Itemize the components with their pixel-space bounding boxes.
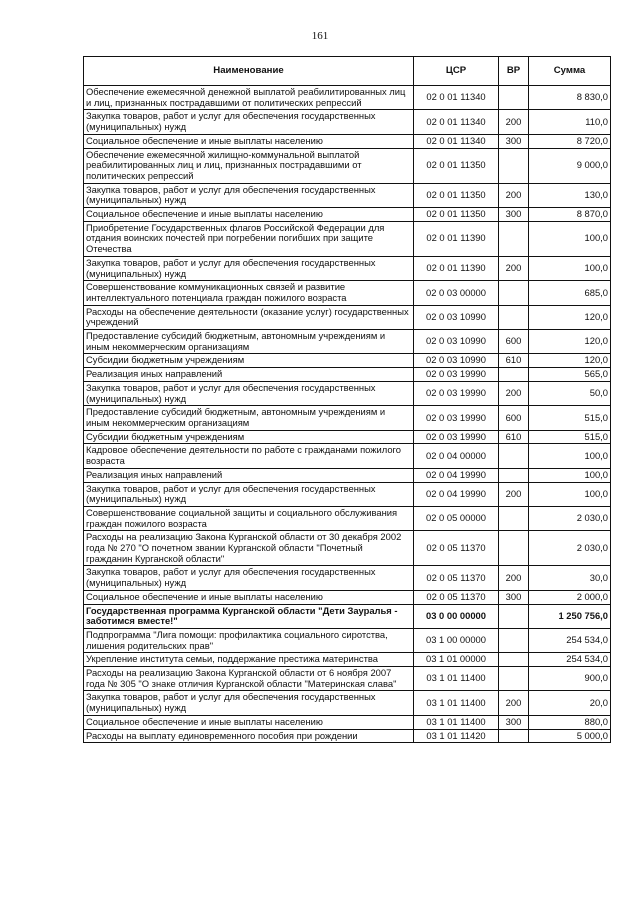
cell-sum: 8 830,0 bbox=[529, 86, 611, 110]
cell-vr: 200 bbox=[499, 183, 529, 207]
cell-name: Закупка товаров, работ и услуг для обеспечения государственных (муниципальных) нужд bbox=[84, 183, 414, 207]
cell-sum: 30,0 bbox=[529, 566, 611, 590]
cell-csr: 02 0 05 11370 bbox=[414, 590, 499, 604]
table-header-row bbox=[84, 57, 611, 86]
table-row bbox=[84, 134, 611, 148]
table-row bbox=[84, 330, 611, 354]
cell-sum: 120,0 bbox=[529, 330, 611, 354]
cell-csr: 02 0 03 10990 bbox=[414, 354, 499, 368]
cell-sum: 254 534,0 bbox=[529, 628, 611, 652]
table-row bbox=[84, 566, 611, 590]
cell-name: Кадровое обеспечение деятельности по работе с гражданами пожилого возраста bbox=[84, 444, 414, 468]
cell-name: Субсидии бюджетным учреждениям bbox=[84, 430, 414, 444]
cell-sum: 50,0 bbox=[529, 381, 611, 405]
cell-vr bbox=[499, 368, 529, 382]
table-row bbox=[84, 691, 611, 715]
cell-sum: 515,0 bbox=[529, 406, 611, 430]
table-row bbox=[84, 590, 611, 604]
cell-csr: 03 1 01 11420 bbox=[414, 729, 499, 743]
cell-vr: 200 bbox=[499, 110, 529, 134]
cell-vr bbox=[499, 667, 529, 691]
table-row bbox=[84, 381, 611, 405]
cell-name: Государственная программа Курганской области "Дети Зауралья - заботимся вместе!" bbox=[84, 604, 414, 628]
page-number: 161 bbox=[311, 30, 329, 42]
cell-vr bbox=[499, 531, 529, 566]
cell-vr: 200 bbox=[499, 482, 529, 506]
cell-name: Подпрограмма "Лига помощи: профилактика социального сиротства, лишения родительских прав" bbox=[84, 628, 414, 652]
cell-name: Социальное обеспечение и иные выплаты населению bbox=[84, 590, 414, 604]
cell-sum: 100,0 bbox=[529, 221, 611, 256]
cell-csr: 03 1 01 00000 bbox=[414, 653, 499, 667]
cell-csr: 02 0 04 00000 bbox=[414, 444, 499, 468]
cell-csr: 02 0 03 19990 bbox=[414, 381, 499, 405]
cell-vr: 600 bbox=[499, 330, 529, 354]
cell-vr: 600 bbox=[499, 406, 529, 430]
cell-name: Социальное обеспечение и иные выплаты населению bbox=[84, 134, 414, 148]
table-row bbox=[84, 221, 611, 256]
cell-sum: 5 000,0 bbox=[529, 729, 611, 743]
cell-csr: 02 0 03 19990 bbox=[414, 368, 499, 382]
cell-csr: 02 0 04 19990 bbox=[414, 468, 499, 482]
cell-name: Закупка товаров, работ и услуг для обеспечения государственных (муниципальных) нужд bbox=[84, 482, 414, 506]
cell-vr bbox=[499, 86, 529, 110]
cell-sum: 110,0 bbox=[529, 110, 611, 134]
table-row bbox=[84, 468, 611, 482]
cell-csr: 02 0 03 10990 bbox=[414, 305, 499, 329]
cell-sum: 685,0 bbox=[529, 281, 611, 305]
cell-vr bbox=[499, 305, 529, 329]
cell-vr bbox=[499, 506, 529, 530]
cell-sum: 880,0 bbox=[529, 715, 611, 729]
cell-csr: 02 0 01 11350 bbox=[414, 183, 499, 207]
header-vr: ВР bbox=[499, 57, 529, 86]
table-row bbox=[84, 653, 611, 667]
cell-name: Социальное обеспечение и иные выплаты населению bbox=[84, 208, 414, 222]
cell-sum: 515,0 bbox=[529, 430, 611, 444]
cell-csr: 02 0 01 11340 bbox=[414, 86, 499, 110]
cell-vr bbox=[499, 604, 529, 628]
table-row bbox=[84, 667, 611, 691]
cell-name: Закупка товаров, работ и услуг для обеспечения государственных (муниципальных) нужд bbox=[84, 691, 414, 715]
cell-name: Расходы на обеспечение деятельности (оказание услуг) государственных учреждений bbox=[84, 305, 414, 329]
table-row bbox=[84, 305, 611, 329]
cell-vr bbox=[499, 148, 529, 183]
cell-name: Совершенствование коммуникационных связей и развитие интеллектуального потенциала граждан пожилого возраста bbox=[84, 281, 414, 305]
cell-name: Закупка товаров, работ и услуг для обеспечения государственных (муниципальных) нужд bbox=[84, 110, 414, 134]
cell-sum: 2 030,0 bbox=[529, 506, 611, 530]
cell-csr: 02 0 01 11340 bbox=[414, 134, 499, 148]
cell-csr: 02 0 01 11350 bbox=[414, 208, 499, 222]
cell-sum: 8 870,0 bbox=[529, 208, 611, 222]
table-body bbox=[84, 86, 611, 743]
cell-sum: 20,0 bbox=[529, 691, 611, 715]
cell-name: Расходы на выплату единовременного пособия при рождении bbox=[84, 729, 414, 743]
table-row bbox=[84, 110, 611, 134]
table-row bbox=[84, 86, 611, 110]
cell-vr: 200 bbox=[499, 381, 529, 405]
table-row bbox=[84, 628, 611, 652]
cell-sum: 565,0 bbox=[529, 368, 611, 382]
cell-csr: 03 0 00 00000 bbox=[414, 604, 499, 628]
cell-csr: 02 0 05 00000 bbox=[414, 506, 499, 530]
cell-csr: 02 0 03 19990 bbox=[414, 430, 499, 444]
table-row bbox=[84, 715, 611, 729]
table-row bbox=[84, 354, 611, 368]
cell-name: Укрепление института семьи, поддержание престижа материнства bbox=[84, 653, 414, 667]
table-row bbox=[84, 430, 611, 444]
header-csr: ЦСР bbox=[414, 57, 499, 86]
cell-vr: 200 bbox=[499, 256, 529, 280]
cell-sum: 900,0 bbox=[529, 667, 611, 691]
cell-name: Приобретение Государственных флагов Российской Федерации для отдания воинских почестей при погребении погибших при защите Отечества bbox=[84, 221, 414, 256]
cell-sum: 254 534,0 bbox=[529, 653, 611, 667]
cell-sum: 1 250 756,0 bbox=[529, 604, 611, 628]
cell-vr bbox=[499, 653, 529, 667]
budget-table bbox=[83, 56, 611, 743]
cell-sum: 120,0 bbox=[529, 305, 611, 329]
cell-csr: 03 1 01 11400 bbox=[414, 691, 499, 715]
table-row bbox=[84, 729, 611, 743]
cell-vr: 300 bbox=[499, 134, 529, 148]
cell-vr: 300 bbox=[499, 590, 529, 604]
cell-sum: 2 030,0 bbox=[529, 531, 611, 566]
cell-name: Реализация иных направлений bbox=[84, 468, 414, 482]
table-row bbox=[84, 183, 611, 207]
cell-name: Закупка товаров, работ и услуг для обеспечения государственных (муниципальных) нужд bbox=[84, 256, 414, 280]
cell-vr bbox=[499, 281, 529, 305]
cell-vr bbox=[499, 468, 529, 482]
cell-name: Закупка товаров, работ и услуг для обеспечения государственных (муниципальных) нужд bbox=[84, 381, 414, 405]
cell-name: Расходы на реализацию Закона Курганской области от 6 ноября 2007 года № 305 "О знаке отличия Курганской области "Материнская слава" bbox=[84, 667, 414, 691]
table-row bbox=[84, 368, 611, 382]
table-row bbox=[84, 482, 611, 506]
cell-csr: 03 1 01 11400 bbox=[414, 715, 499, 729]
cell-sum: 100,0 bbox=[529, 444, 611, 468]
table-row bbox=[84, 148, 611, 183]
cell-sum: 2 000,0 bbox=[529, 590, 611, 604]
cell-name: Предоставление субсидий бюджетным, автономным учреждениям и иным некоммерческим организациям bbox=[84, 406, 414, 430]
table-row bbox=[84, 604, 611, 628]
cell-csr: 02 0 03 10990 bbox=[414, 330, 499, 354]
cell-csr: 02 0 03 19990 bbox=[414, 406, 499, 430]
cell-csr: 02 0 01 11340 bbox=[414, 110, 499, 134]
cell-sum: 100,0 bbox=[529, 482, 611, 506]
cell-sum: 8 720,0 bbox=[529, 134, 611, 148]
cell-name: Совершенствование социальной защиты и социального обслуживания граждан пожилого возраста bbox=[84, 506, 414, 530]
cell-sum: 120,0 bbox=[529, 354, 611, 368]
cell-csr: 02 0 01 11390 bbox=[414, 256, 499, 280]
cell-vr bbox=[499, 444, 529, 468]
cell-csr: 02 0 05 11370 bbox=[414, 531, 499, 566]
table-row bbox=[84, 256, 611, 280]
cell-sum: 100,0 bbox=[529, 256, 611, 280]
cell-csr: 02 0 01 11350 bbox=[414, 148, 499, 183]
cell-name: Обеспечение ежемесячной жилищно-коммунальной выплатой реабилитированных лиц и лиц, признанных пострадавшими от политических репрессий bbox=[84, 148, 414, 183]
cell-name: Обеспечение ежемесячной денежной выплатой реабилитированных лиц и лиц, признанных пострадавшими от политических репрессий bbox=[84, 86, 414, 110]
header-sum: Сумма bbox=[529, 57, 611, 86]
table-row bbox=[84, 208, 611, 222]
cell-vr bbox=[499, 628, 529, 652]
cell-sum: 130,0 bbox=[529, 183, 611, 207]
table-row bbox=[84, 531, 611, 566]
table-row bbox=[84, 506, 611, 530]
cell-name: Предоставление субсидий бюджетным, автономным учреждениям и иным некоммерческим организациям bbox=[84, 330, 414, 354]
cell-vr: 610 bbox=[499, 430, 529, 444]
cell-csr: 03 1 00 00000 bbox=[414, 628, 499, 652]
cell-name: Социальное обеспечение и иные выплаты населению bbox=[84, 715, 414, 729]
cell-sum: 100,0 bbox=[529, 468, 611, 482]
table-row bbox=[84, 444, 611, 468]
cell-name: Реализация иных направлений bbox=[84, 368, 414, 382]
cell-vr: 300 bbox=[499, 208, 529, 222]
header-name: Наименование bbox=[84, 57, 414, 86]
cell-csr: 02 0 04 19990 bbox=[414, 482, 499, 506]
cell-csr: 02 0 01 11390 bbox=[414, 221, 499, 256]
cell-csr: 03 1 01 11400 bbox=[414, 667, 499, 691]
cell-vr: 300 bbox=[499, 715, 529, 729]
table-row bbox=[84, 281, 611, 305]
cell-name: Расходы на реализацию Закона Курганской области от 30 декабря 2002 года № 270 "О почетном звании Курганской области "Почетный гражданин Курганской области" bbox=[84, 531, 414, 566]
cell-vr bbox=[499, 729, 529, 743]
cell-name: Закупка товаров, работ и услуг для обеспечения государственных (муниципальных) нужд bbox=[84, 566, 414, 590]
cell-csr: 02 0 03 00000 bbox=[414, 281, 499, 305]
cell-vr: 610 bbox=[499, 354, 529, 368]
cell-sum: 9 000,0 bbox=[529, 148, 611, 183]
table-row bbox=[84, 406, 611, 430]
cell-name: Субсидии бюджетным учреждениям bbox=[84, 354, 414, 368]
cell-vr: 200 bbox=[499, 566, 529, 590]
cell-csr: 02 0 05 11370 bbox=[414, 566, 499, 590]
cell-vr bbox=[499, 221, 529, 256]
cell-vr: 200 bbox=[499, 691, 529, 715]
